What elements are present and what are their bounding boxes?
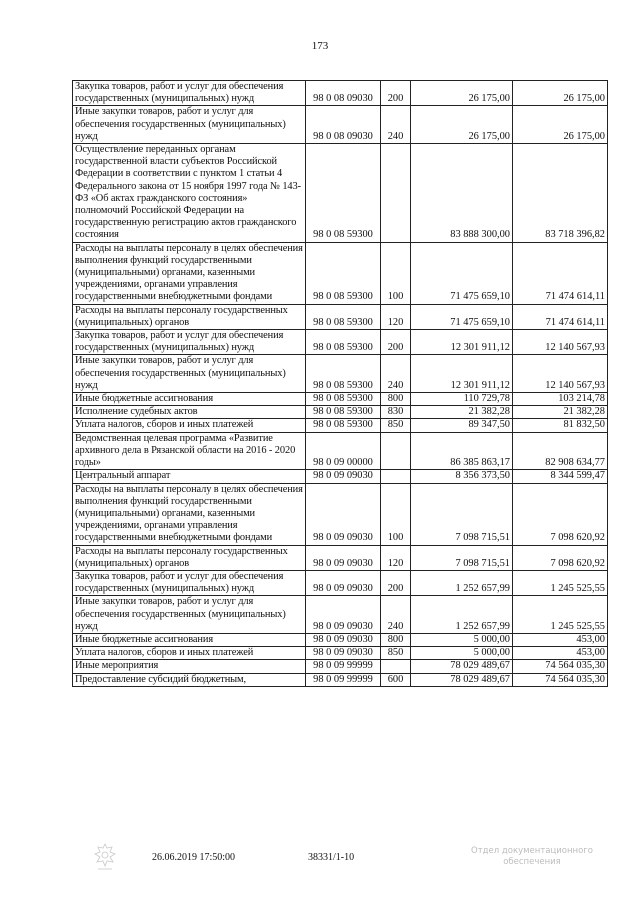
row-type-cell (381, 470, 411, 483)
row-name-cell: Центральный аппарат (73, 470, 306, 483)
row-type-cell: 240 (381, 106, 411, 144)
row-actual-amount-cell: 7 098 620,92 (513, 483, 608, 545)
row-code-cell: 98 0 09 99999 (306, 673, 381, 686)
row-plan-amount-cell: 1 252 657,99 (411, 570, 513, 595)
table-row (73, 596, 608, 634)
row-actual-amount-cell: 1 245 525,55 (513, 570, 608, 595)
row-actual-amount-cell: 74 564 035,30 (513, 673, 608, 686)
row-actual-amount-cell: 82 908 634,77 (513, 432, 608, 470)
row-plan-amount-cell: 12 301 911,12 (411, 355, 513, 393)
table-row (73, 633, 608, 646)
row-name-cell: Расходы на выплаты персоналу в целях обеспечения выполнения функций государственными (муниципальными) органами, казенными учреждениями, органами управления государственными внебюджетными фондами (73, 483, 306, 545)
table-row (73, 393, 608, 406)
row-plan-amount-cell: 5 000,00 (411, 647, 513, 660)
row-type-cell: 120 (381, 545, 411, 570)
row-code-cell: 98 0 09 09030 (306, 596, 381, 634)
row-code-cell: 98 0 09 09030 (306, 545, 381, 570)
table-row (73, 570, 608, 595)
row-name-cell: Иные закупки товаров, работ и услуг для обеспечения государственных (муниципальных) нужд (73, 106, 306, 144)
row-plan-amount-cell: 86 385 863,17 (411, 432, 513, 470)
row-code-cell: 98 0 09 99999 (306, 660, 381, 673)
table-row (73, 673, 608, 686)
page-footer (0, 846, 640, 886)
row-type-cell (381, 432, 411, 470)
stamp-emblem-icon (92, 842, 118, 872)
table-row (73, 304, 608, 329)
row-code-cell: 98 0 08 59300 (306, 144, 381, 243)
row-type-cell: 240 (381, 355, 411, 393)
row-name-cell: Уплата налогов, сборов и иных платежей (73, 647, 306, 660)
row-code-cell: 98 0 08 59300 (306, 242, 381, 304)
row-code-cell: 98 0 09 09030 (306, 570, 381, 595)
row-name-cell: Уплата налогов, сборов и иных платежей (73, 419, 306, 432)
row-code-cell: 98 0 09 09030 (306, 647, 381, 660)
row-plan-amount-cell: 78 029 489,67 (411, 660, 513, 673)
row-plan-amount-cell: 83 888 300,00 (411, 144, 513, 243)
row-plan-amount-cell: 71 475 659,10 (411, 242, 513, 304)
row-plan-amount-cell: 26 175,00 (411, 81, 513, 106)
row-name-cell: Расходы на выплаты персоналу в целях обеспечения выполнения функций государственными (муниципальными) органами, казенными учреждениями, органами управления государственными внебюджетными фондами (73, 242, 306, 304)
row-name-cell: Ведомственная целевая программа «Развитие архивного дела в Рязанской области на 2016 - 2020 годы» (73, 432, 306, 470)
row-type-cell: 800 (381, 393, 411, 406)
row-plan-amount-cell: 7 098 715,51 (411, 545, 513, 570)
table-row (73, 406, 608, 419)
table-row (73, 647, 608, 660)
row-type-cell (381, 144, 411, 243)
row-type-cell: 100 (381, 242, 411, 304)
footer-watermark: Отдел документационного обеспечения (471, 846, 593, 867)
row-code-cell: 98 0 08 59300 (306, 393, 381, 406)
row-name-cell: Иные мероприятия (73, 660, 306, 673)
row-code-cell: 98 0 09 09030 (306, 470, 381, 483)
row-actual-amount-cell: 74 564 035,30 (513, 660, 608, 673)
row-actual-amount-cell: 26 175,00 (513, 81, 608, 106)
table-row (73, 242, 608, 304)
table-row (73, 483, 608, 545)
row-type-cell: 830 (381, 406, 411, 419)
row-actual-amount-cell: 103 214,78 (513, 393, 608, 406)
row-type-cell: 100 (381, 483, 411, 545)
row-name-cell: Иные бюджетные ассигнования (73, 633, 306, 646)
row-plan-amount-cell: 1 252 657,99 (411, 596, 513, 634)
row-actual-amount-cell: 453,00 (513, 633, 608, 646)
row-code-cell: 98 0 08 59300 (306, 304, 381, 329)
row-type-cell: 600 (381, 673, 411, 686)
row-type-cell: 200 (381, 570, 411, 595)
row-plan-amount-cell: 21 382,28 (411, 406, 513, 419)
row-plan-amount-cell: 8 356 373,50 (411, 470, 513, 483)
row-type-cell: 800 (381, 633, 411, 646)
row-plan-amount-cell: 12 301 911,12 (411, 330, 513, 355)
row-plan-amount-cell: 89 347,50 (411, 419, 513, 432)
row-name-cell: Осуществление переданных органам государственной власти субъектов Российской Федерации в соответствии с пунктом 1 статьи 4 Федерального закона от 15 ноября 1997 года № 143-ФЗ «Об актах гражданского состояния» полномочий Российской Федерации на государственную регистрацию актов гражданского состояния (73, 144, 306, 243)
row-code-cell: 98 0 09 00000 (306, 432, 381, 470)
row-type-cell: 200 (381, 330, 411, 355)
row-type-cell: 850 (381, 647, 411, 660)
row-plan-amount-cell: 71 475 659,10 (411, 304, 513, 329)
row-name-cell: Закупка товаров, работ и услуг для обеспечения государственных (муниципальных) нужд (73, 570, 306, 595)
row-code-cell: 98 0 08 09030 (306, 106, 381, 144)
row-actual-amount-cell: 12 140 567,93 (513, 330, 608, 355)
footer-date: 26.06.2019 17:50:00 (152, 852, 236, 863)
row-code-cell: 98 0 08 59300 (306, 419, 381, 432)
row-type-cell: 120 (381, 304, 411, 329)
row-actual-amount-cell: 1 245 525,55 (513, 596, 608, 634)
row-actual-amount-cell: 7 098 620,92 (513, 545, 608, 570)
row-type-cell: 850 (381, 419, 411, 432)
row-actual-amount-cell: 71 474 614,11 (513, 242, 608, 304)
table-row (73, 106, 608, 144)
table-row (73, 355, 608, 393)
row-actual-amount-cell: 21 382,28 (513, 406, 608, 419)
table-row (73, 330, 608, 355)
row-plan-amount-cell: 110 729,78 (411, 393, 513, 406)
row-actual-amount-cell: 8 344 599,47 (513, 470, 608, 483)
row-actual-amount-cell: 71 474 614,11 (513, 304, 608, 329)
row-name-cell: Предоставление субсидий бюджетным, (73, 673, 306, 686)
row-name-cell: Иные бюджетные ассигнования (73, 393, 306, 406)
row-name-cell: Расходы на выплаты персоналу государственных (муниципальных) органов (73, 545, 306, 570)
row-actual-amount-cell: 83 718 396,82 (513, 144, 608, 243)
row-plan-amount-cell: 7 098 715,51 (411, 483, 513, 545)
row-name-cell: Закупка товаров, работ и услуг для обеспечения государственных (муниципальных) нужд (73, 330, 306, 355)
row-actual-amount-cell: 26 175,00 (513, 106, 608, 144)
table-row (73, 419, 608, 432)
table-row (73, 470, 608, 483)
table-row (73, 144, 608, 243)
row-code-cell: 98 0 08 59300 (306, 406, 381, 419)
table-row (73, 432, 608, 470)
page-number: 173 (311, 40, 329, 52)
row-code-cell: 98 0 09 09030 (306, 483, 381, 545)
row-code-cell: 98 0 09 09030 (306, 633, 381, 646)
table-row (73, 660, 608, 673)
row-name-cell: Иные закупки товаров, работ и услуг для обеспечения государственных (муниципальных) нужд (73, 355, 306, 393)
row-plan-amount-cell: 78 029 489,67 (411, 673, 513, 686)
row-actual-amount-cell: 453,00 (513, 647, 608, 660)
row-type-cell (381, 660, 411, 673)
row-code-cell: 98 0 08 59300 (306, 355, 381, 393)
footer-doc-number: 38331/1-10 (308, 852, 355, 863)
row-actual-amount-cell: 81 832,50 (513, 419, 608, 432)
row-code-cell: 98 0 08 59300 (306, 330, 381, 355)
row-code-cell: 98 0 08 09030 (306, 81, 381, 106)
row-type-cell: 240 (381, 596, 411, 634)
table-row (73, 81, 608, 106)
row-actual-amount-cell: 12 140 567,93 (513, 355, 608, 393)
row-name-cell: Закупка товаров, работ и услуг для обеспечения государственных (муниципальных) нужд (73, 81, 306, 106)
row-plan-amount-cell: 26 175,00 (411, 106, 513, 144)
row-type-cell: 200 (381, 81, 411, 106)
budget-table (72, 80, 608, 687)
row-name-cell: Исполнение судебных актов (73, 406, 306, 419)
budget-table-body (73, 81, 608, 687)
row-plan-amount-cell: 5 000,00 (411, 633, 513, 646)
row-name-cell: Иные закупки товаров, работ и услуг для обеспечения государственных (муниципальных) нужд (73, 596, 306, 634)
row-name-cell: Расходы на выплаты персоналу государственных (муниципальных) органов (73, 304, 306, 329)
table-row (73, 545, 608, 570)
